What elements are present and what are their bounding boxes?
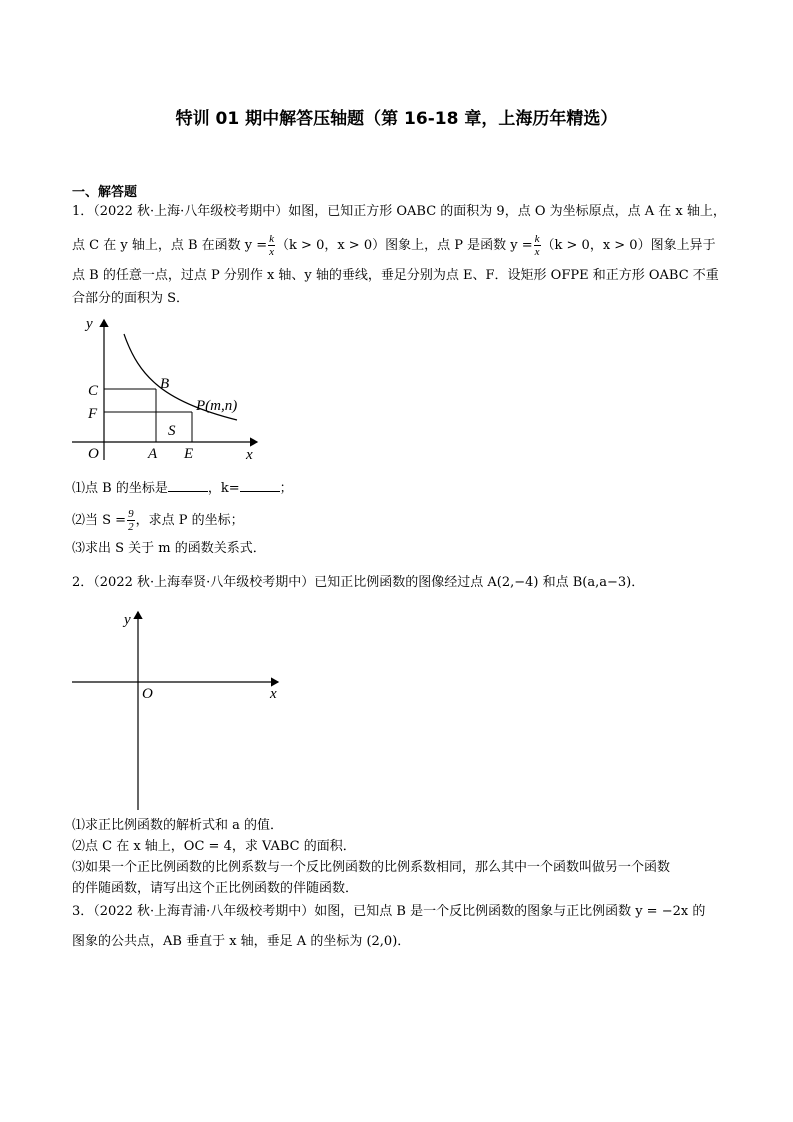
fraction-numerator: 9 bbox=[128, 508, 134, 520]
q2-sub-2: ⑵点 C 在 x 轴上，OC = 4，求 VABC 的面积． bbox=[72, 839, 356, 854]
q1-sub-1-end: ； bbox=[279, 481, 293, 496]
q1-sub-2 bbox=[72, 508, 244, 533]
fraction-numerator: k bbox=[534, 233, 540, 245]
label-x: x bbox=[246, 447, 253, 463]
label-c: C bbox=[88, 383, 99, 399]
q1-sub-2-end: ，求点 P 的坐标； bbox=[135, 513, 244, 528]
label-b: B bbox=[160, 376, 170, 392]
section-heading: 一、解答题 bbox=[72, 185, 138, 200]
label-y: y bbox=[124, 612, 131, 628]
q3-line-2: 图象的公共点，AB 垂直于 x 轴，垂足 A 的坐标为 (2,0)． bbox=[72, 934, 411, 949]
label-o: O bbox=[88, 446, 99, 462]
fraction-denominator: x bbox=[534, 246, 540, 258]
page-title: 特训 01 期中解答压轴题（第 16-18 章，上海历年精选） bbox=[175, 109, 618, 129]
q1-sub-1-k: ，k= bbox=[207, 481, 240, 496]
q1-line-2b: （k > 0，x > 0）图象上，点 P 是函数 y = bbox=[276, 238, 533, 253]
q2-figure bbox=[66, 608, 286, 814]
q1-line-4: 合部分的面积为 S． bbox=[72, 291, 190, 306]
label-y: y bbox=[86, 316, 93, 332]
label-e: E bbox=[184, 446, 194, 462]
label-s: S bbox=[168, 423, 176, 439]
q1-line-3: 点 B 的任意一点，过点 P 分别作 x 轴、y 轴的垂线，垂足分别为点 E、F．设矩形 OFPE 和正方形 OABC 不重 bbox=[72, 268, 719, 283]
label-a: A bbox=[148, 446, 158, 462]
q3-line-1: 3．（2022 秋·上海青浦·八年级校考期中）如图，已知点 B 是一个反比例函数的图象与正比例函数 y = −2x 的 bbox=[72, 904, 706, 919]
q2-sub-3a: ⑶如果一个正比例函数的比例系数与一个反比例函数的比例系数相同，那么其中一个函数叫做另一个函数 bbox=[72, 860, 671, 875]
fraction-9-over-2 bbox=[127, 508, 135, 533]
q1-line-2 bbox=[72, 233, 716, 258]
q1-fraction-k-over-x-2 bbox=[534, 233, 541, 258]
q1-sub-3: ⑶求出 S 关于 m 的函数关系式． bbox=[72, 541, 266, 556]
answer-blank-k bbox=[240, 479, 280, 492]
q2-sub-3b: 的伴随函数，请写出这个正比例函数的伴随函数． bbox=[72, 881, 359, 896]
answer-blank-b bbox=[168, 479, 208, 492]
q1-sub-2-text: ⑵当 S = bbox=[72, 513, 127, 528]
fraction-denominator: x bbox=[269, 246, 275, 258]
q2-sub-1: ⑴求正比例函数的解析式和 a 的值． bbox=[72, 818, 284, 833]
q1-figure bbox=[72, 312, 272, 472]
label-p: P(m,n) bbox=[196, 398, 238, 414]
q1-line-2c: （k > 0，x > 0）图象上异于 bbox=[541, 238, 716, 253]
q1-sub-1 bbox=[72, 479, 293, 498]
q2-line-1: 2．（2022 秋·上海奉贤·八年级校考期中）已知正比例函数的图像经过点 A(2,−4) 和点 B(a,a−3)． bbox=[72, 575, 645, 590]
label-o: O bbox=[142, 686, 153, 702]
q1-sub-1-text: ⑴点 B 的坐标是 bbox=[72, 481, 168, 496]
fraction-denominator: 2 bbox=[128, 521, 134, 533]
label-x: x bbox=[270, 686, 277, 702]
q1-line-2a: 点 C 在 y 轴上，点 B 在函数 y = bbox=[72, 238, 268, 253]
label-f: F bbox=[88, 406, 98, 422]
q1-line-1: 1．（2022 秋·上海·八年级校考期中）如图，已知正方形 OABC 的面积为 9，点 O 为坐标原点，点 A 在 x 轴上， bbox=[72, 204, 726, 219]
q1-fraction-k-over-x bbox=[268, 233, 275, 258]
fraction-numerator: k bbox=[269, 233, 275, 245]
